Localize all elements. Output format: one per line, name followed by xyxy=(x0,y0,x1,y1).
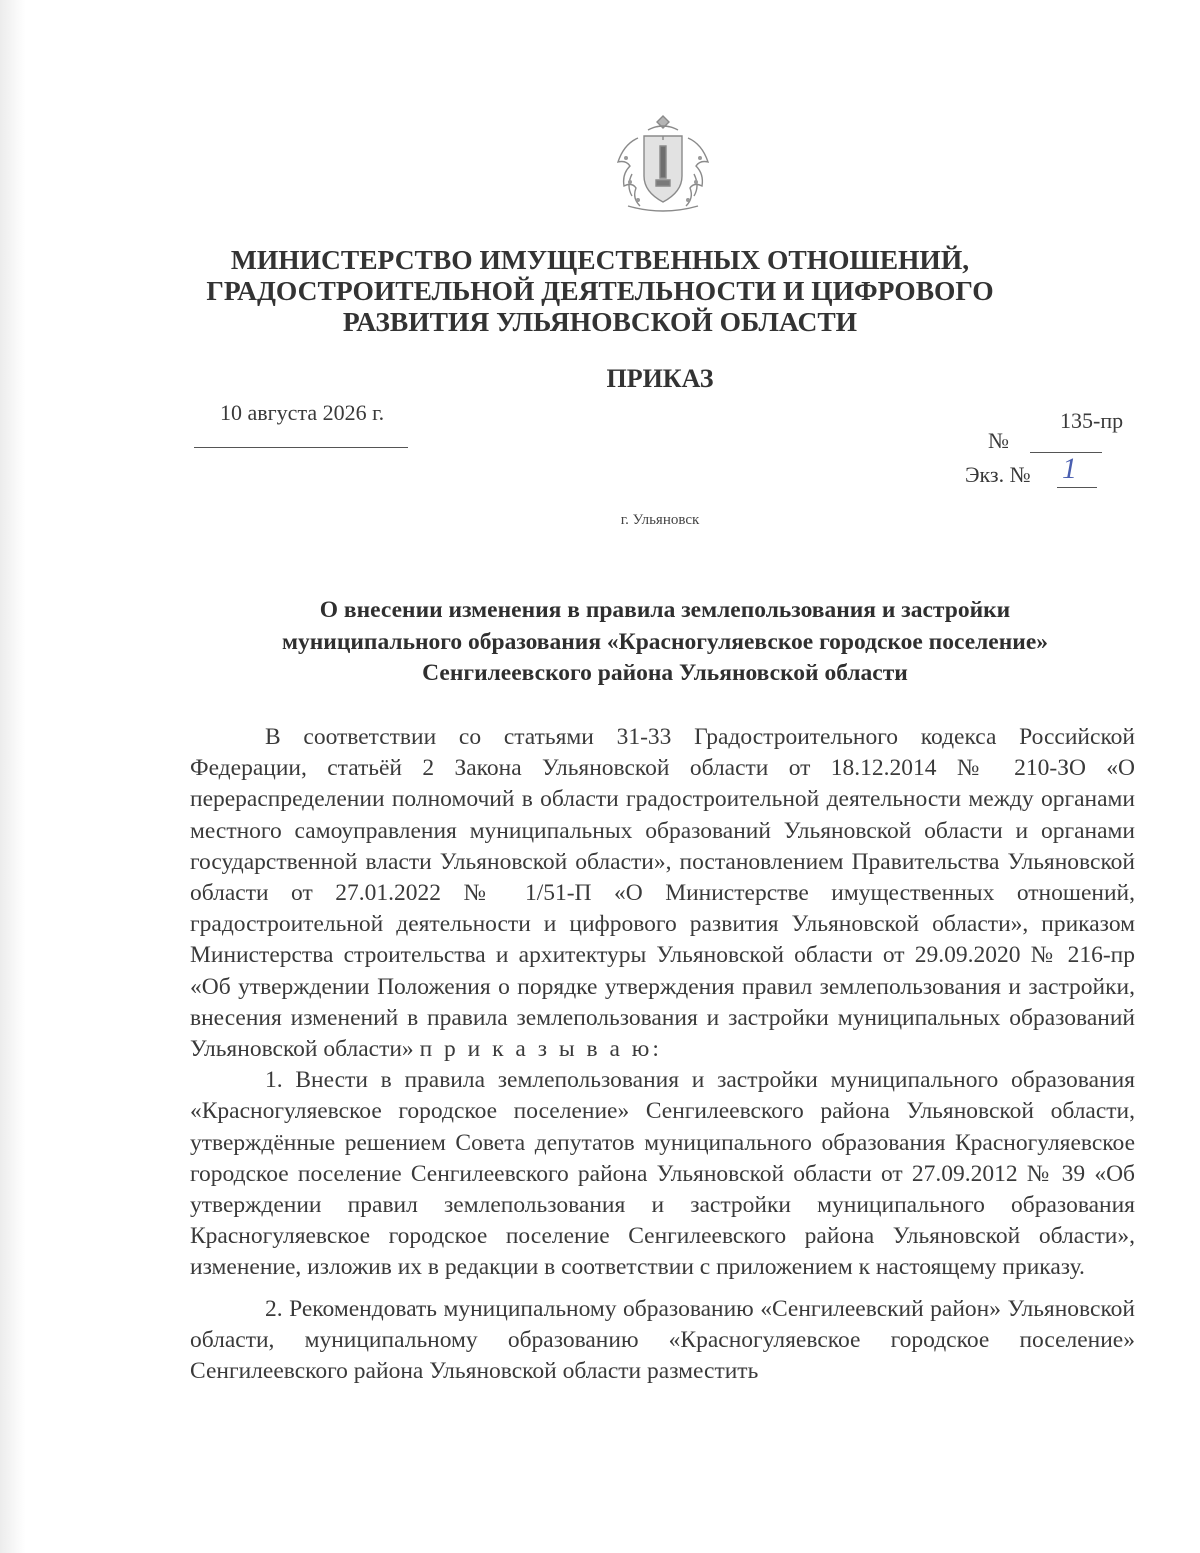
subject-line: Сенгилеевского района Ульяновской области xyxy=(422,660,908,686)
ministry-name xyxy=(200,244,1000,337)
order-number: 135-пр xyxy=(1060,408,1124,433)
item-2-paragraph: 2. Рекомендовать муниципальному образованию «Сенгилеевский район» Ульяновской области, муниципальному образованию «Красногуляевское городское поселение» Сенгилеевского района Ульяновской области разместить xyxy=(190,1295,1135,1385)
order-subject xyxy=(190,595,1140,690)
copy-underline xyxy=(1057,487,1097,488)
order-title: ПРИКАЗ xyxy=(606,364,714,393)
command-word: п р и к а з ы в а ю: xyxy=(419,1036,662,1063)
date-underline xyxy=(194,447,408,448)
preamble-text: В соответствии со статьями 31-33 Градостроительного кодекса Российской Федерации, статьёй 2 Закона Ульяновской области от 18.12.2014 № 210-ЗО «О перераспределении полномочий в области градостроительной деятельности между органами местного самоуправления муниципальных образований Ульяновской области и органами государственной власти Ульяновской области», постановлением Правительства Ульяновской области от 27.01.2022 № 1/51-П «О Министерстве имущественных отношений, градостроительной деятельности и цифрового развития Ульяновской области», приказом Министерства строительства и архитектуры Ульяновской области от 29.09.2020 № 216-пр «Об утверждении Положения о порядке утверждения правил землепользования и застройки, внесения изменений в правила землепользования и застройки муниципальных образований Ульяновской области» xyxy=(190,724,1135,1063)
ministry-line: МИНИСТЕРСТВО ИМУЩЕСТВЕННЫХ ОТНОШЕНИЙ, xyxy=(230,244,970,275)
copy-label: Экз. № xyxy=(965,462,1031,487)
item-1-paragraph: 1. Внести в правила землепользования и застройки муниципального образования «Красногуляевское городское поселение» Сенгилеевского района Ульяновской области, утверждённые решением Совета депутатов муниципального образования Красногуляевское городское поселение Сенгилеевского района Ульяновской области от 27.09.2012 № 39 «Об утверждении правил землепользования и застройки муниципального образования Красногуляевское городское поселение Сенгилеевского района Ульяновской области», изменение, изложив их в редакции в соответствии с приложением к настоящему приказу. xyxy=(190,1067,1135,1281)
ministry-line: ГРАДОСТРОИТЕЛЬНОЙ ДЕЯТЕЛЬНОСТИ И ЦИФРОВОГО xyxy=(206,275,994,306)
preamble-paragraph xyxy=(190,722,1135,1065)
order-body xyxy=(190,722,1135,1387)
order-date: 10 августа 2026 г. xyxy=(220,400,385,425)
copy-number-handwritten: 1 xyxy=(1062,452,1077,485)
city: г. Ульяновск xyxy=(620,512,700,528)
number-label: № xyxy=(988,428,1009,453)
ministry-line: РАЗВИТИЯ УЛЬЯНОВСКОЙ ОБЛАСТИ xyxy=(342,306,858,337)
subject-line: О внесении изменения в правила землепользования и застройки xyxy=(319,597,1011,623)
coat-of-arms-emblem xyxy=(608,110,718,218)
subject-line: муниципального образования «Красногуляевское городское поселение» xyxy=(281,628,1048,655)
scan-edge-shadow xyxy=(0,0,26,1553)
